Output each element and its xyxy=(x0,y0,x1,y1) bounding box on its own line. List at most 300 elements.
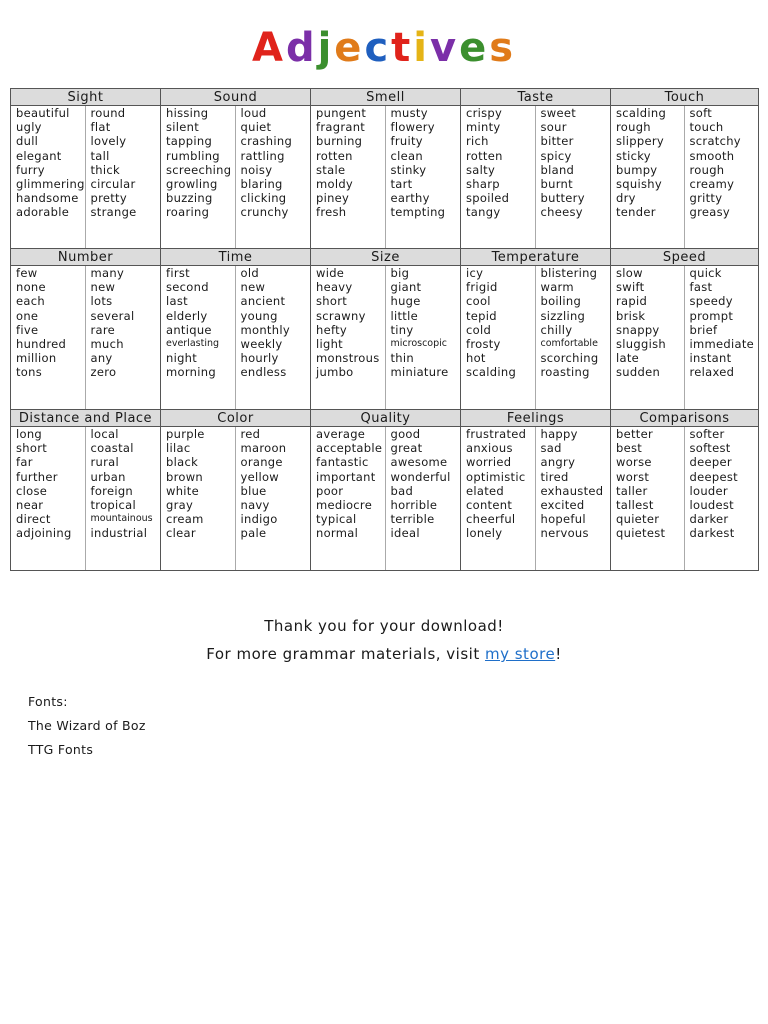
adjective-word: tall xyxy=(90,148,110,163)
title-letter: v xyxy=(430,25,460,71)
adjective-word: bland xyxy=(540,162,575,177)
adjective-word: blaring xyxy=(240,177,283,192)
adjective-word: softer xyxy=(689,427,725,441)
adjective-word: bumpy xyxy=(616,162,658,177)
adjective-word: antique xyxy=(166,322,212,337)
adjective-word: clear xyxy=(166,526,196,541)
adjective-word: comfortable xyxy=(540,338,598,350)
category-heading: Sound xyxy=(160,88,310,106)
category-heading: Number xyxy=(10,248,160,266)
category-word-list xyxy=(10,106,160,248)
adjective-word: roaring xyxy=(166,205,210,220)
visit-suffix: ! xyxy=(555,645,562,663)
adjective-word: pungent xyxy=(316,106,367,120)
visit-prefix: For more grammar materials, visit xyxy=(206,645,485,663)
adjective-word: indigo xyxy=(240,512,278,527)
word-column-right xyxy=(685,266,759,409)
adjective-word: urban xyxy=(90,469,126,484)
adjective-word: rotten xyxy=(466,148,503,163)
adjective-word: squishy xyxy=(616,177,662,192)
adjective-word: minty xyxy=(466,120,501,135)
adjective-word: late xyxy=(616,351,640,366)
adjective-word: light xyxy=(316,337,343,352)
adjective-word: great xyxy=(390,441,423,456)
adjective-word: elderly xyxy=(166,308,208,323)
font-credit-2: TTG Fonts xyxy=(28,742,94,757)
category-body-row xyxy=(10,427,759,570)
adjective-word: touch xyxy=(689,120,724,135)
category-heading: Taste xyxy=(460,88,610,106)
category-word-list xyxy=(310,266,460,409)
adjective-word: spoiled xyxy=(466,191,510,206)
thanks-text: Thank you for your download! xyxy=(264,617,504,635)
adjective-word: monstrous xyxy=(316,351,380,366)
adjective-word: new xyxy=(90,280,116,295)
visit-line xyxy=(0,640,768,668)
word-column-right xyxy=(536,106,611,248)
adjective-word: old xyxy=(240,266,259,280)
adjective-word: hefty xyxy=(316,322,348,337)
adjective-word: important xyxy=(316,469,376,484)
adjective-word: worried xyxy=(466,455,512,470)
adjective-word: flowery xyxy=(390,120,435,135)
adjective-word: poor xyxy=(316,483,344,498)
adjective-word: better xyxy=(616,427,653,441)
adjective-word: much xyxy=(90,337,124,352)
adjective-word: several xyxy=(90,308,135,323)
adjective-word: last xyxy=(166,294,188,309)
adjective-word: white xyxy=(166,483,199,498)
adjective-word: elated xyxy=(466,483,505,498)
category-band xyxy=(10,88,759,248)
title-letter: d xyxy=(285,25,318,71)
word-column-right xyxy=(386,106,461,248)
adjective-word: burning xyxy=(316,134,363,149)
adjective-word: rumbling xyxy=(166,148,220,163)
word-column-right xyxy=(536,266,611,409)
adjective-word: tired xyxy=(540,469,569,484)
adjective-word: hot xyxy=(466,351,486,366)
adjective-word: buttery xyxy=(540,191,585,206)
adjective-word: screeching xyxy=(166,162,232,177)
adjective-word: tart xyxy=(390,177,413,192)
adjective-word: growling xyxy=(166,177,218,192)
adjective-word: immediate xyxy=(689,337,755,352)
adjective-word: sizzling xyxy=(540,308,586,323)
category-word-list xyxy=(610,106,759,248)
adjective-word: little xyxy=(390,308,418,323)
adjective-word: creamy xyxy=(689,177,735,192)
adjective-word: monthly xyxy=(240,322,290,337)
adjective-word: jumbo xyxy=(316,365,354,380)
adjective-word: frosty xyxy=(466,337,501,352)
category-heading: Quality xyxy=(310,409,460,427)
adjective-word: rattling xyxy=(240,148,285,163)
word-column-right xyxy=(236,427,311,570)
adjective-word: stale xyxy=(316,162,346,177)
word-column-left xyxy=(461,106,536,248)
title-letter: i xyxy=(413,25,430,71)
adjective-word: piney xyxy=(316,191,350,206)
adjective-word: hundred xyxy=(16,337,67,352)
adjective-word: clicking xyxy=(240,191,287,206)
adjective-word: hourly xyxy=(240,351,279,366)
word-column-left xyxy=(161,106,236,248)
adjective-word: first xyxy=(166,266,190,280)
word-column-right xyxy=(386,266,461,409)
adjective-word: tallest xyxy=(616,498,654,513)
fonts-credit xyxy=(28,690,146,762)
adjective-word: wide xyxy=(316,266,345,280)
adjective-word: rotten xyxy=(316,148,353,163)
adjective-word: huge xyxy=(390,294,421,309)
adjective-word: lots xyxy=(90,294,113,309)
my-store-link[interactable]: my store xyxy=(484,645,556,663)
word-column-right xyxy=(86,266,161,409)
title-letter: e xyxy=(459,25,490,71)
adjective-word: direct xyxy=(16,512,51,527)
adjective-word: furry xyxy=(16,162,45,177)
category-heading: Time xyxy=(160,248,310,266)
adjective-word: yellow xyxy=(240,469,280,484)
adjective-word: brown xyxy=(166,469,204,484)
adjective-word: blistering xyxy=(540,266,598,280)
adjective-word: best xyxy=(616,441,643,456)
adjective-word: new xyxy=(240,280,266,295)
adjective-word: second xyxy=(166,280,209,295)
adjective-word: scrawny xyxy=(316,308,366,323)
adjective-word: maroon xyxy=(240,441,287,456)
word-column-right xyxy=(236,106,311,248)
fonts-heading: Fonts: xyxy=(28,694,68,709)
category-word-list xyxy=(160,427,310,570)
category-word-list xyxy=(460,106,610,248)
adjective-word: icy xyxy=(466,266,484,280)
footer xyxy=(0,612,768,668)
adjective-word: angry xyxy=(540,455,576,470)
adjective-word: handsome xyxy=(16,191,79,206)
adjective-word: fast xyxy=(689,280,713,295)
adjective-word: none xyxy=(16,280,46,295)
adjective-word: deepest xyxy=(689,469,738,484)
adjective-word: relaxed xyxy=(689,365,735,380)
category-body-row xyxy=(10,266,759,409)
adjective-word: giant xyxy=(390,280,422,295)
adjective-word: local xyxy=(90,427,119,441)
adjective-word: loudest xyxy=(689,498,734,513)
adjective-word: sour xyxy=(540,120,567,135)
category-header-row xyxy=(10,88,759,106)
adjective-word: near xyxy=(16,498,44,513)
adjective-word: boiling xyxy=(540,294,582,309)
word-column-left xyxy=(461,427,536,570)
title-letter: e xyxy=(334,25,365,71)
adjective-word: rough xyxy=(689,162,725,177)
category-word-list xyxy=(10,427,160,570)
adjective-word: any xyxy=(90,351,113,366)
category-word-list xyxy=(610,427,759,570)
adjective-word: young xyxy=(240,308,278,323)
adjective-word: one xyxy=(16,308,39,323)
adjective-word: typical xyxy=(316,512,357,527)
adjective-word: ancient xyxy=(240,294,286,309)
category-heading: Sight xyxy=(10,88,160,106)
adjective-word: adorable xyxy=(16,205,70,220)
adjective-word: million xyxy=(16,351,57,366)
adjective-word: softest xyxy=(689,441,731,456)
adjective-word: strange xyxy=(90,205,137,220)
adjective-word: nervous xyxy=(540,526,589,541)
adjective-word: sharp xyxy=(466,177,500,192)
adjective-word: darker xyxy=(689,512,729,527)
adjective-word: ideal xyxy=(390,526,420,541)
adjective-word: snappy xyxy=(616,322,660,337)
adjective-word: heavy xyxy=(316,280,353,295)
adjective-word: silent xyxy=(166,120,200,135)
title-letter: j xyxy=(317,25,335,71)
adjective-word: glimmering xyxy=(16,177,85,192)
adjective-word: worst xyxy=(616,469,650,484)
adjective-word: cheesy xyxy=(540,205,583,220)
adjective-word: loud xyxy=(240,106,267,120)
adjective-word: cream xyxy=(166,512,204,527)
adjective-word: warm xyxy=(540,280,574,295)
adjective-word: louder xyxy=(689,483,728,498)
adjective-word: pale xyxy=(240,526,267,541)
adjective-word: scalding xyxy=(616,106,667,120)
adjective-word: crunchy xyxy=(240,205,289,220)
adjective-word: short xyxy=(16,441,48,456)
adjective-word: purple xyxy=(166,427,205,441)
adjective-word: flat xyxy=(90,120,111,135)
category-word-list xyxy=(160,106,310,248)
category-band xyxy=(10,409,759,571)
adjectives-table xyxy=(10,88,759,571)
adjective-word: cold xyxy=(466,322,492,337)
title-letter: c xyxy=(364,25,392,71)
adjective-word: frigid xyxy=(466,280,498,295)
adjective-word: rich xyxy=(466,134,489,149)
adjective-word: gritty xyxy=(689,191,723,206)
font-credit-1: The Wizard of Boz xyxy=(28,718,146,733)
adjective-word: tepid xyxy=(466,308,497,323)
category-heading: Feelings xyxy=(460,409,610,427)
adjective-word: night xyxy=(166,351,198,366)
adjective-word: brief xyxy=(689,322,718,337)
adjective-word: rapid xyxy=(616,294,648,309)
adjective-word: tender xyxy=(616,205,656,220)
adjective-word: bad xyxy=(390,483,414,498)
adjective-word: dull xyxy=(16,134,39,149)
adjective-word: buzzing xyxy=(166,191,213,206)
adjective-word: further xyxy=(16,469,58,484)
adjective-word: average xyxy=(316,427,366,441)
adjective-word: thin xyxy=(390,351,414,366)
category-heading: Speed xyxy=(610,248,759,266)
adjective-word: tapping xyxy=(166,134,213,149)
category-word-list xyxy=(460,266,610,409)
adjective-word: noisy xyxy=(240,162,273,177)
title-letter: t xyxy=(391,25,414,71)
adjective-word: pretty xyxy=(90,191,127,206)
adjective-word: scalding xyxy=(466,365,517,380)
adjective-word: sweet xyxy=(540,106,577,120)
adjective-word: elegant xyxy=(16,148,62,163)
adjective-word: fantastic xyxy=(316,455,369,470)
adjective-word: mountainous xyxy=(90,513,153,525)
adjective-word: sudden xyxy=(616,365,661,380)
adjective-word: orange xyxy=(240,455,283,470)
title-letter: A xyxy=(251,25,286,71)
category-word-list xyxy=(460,427,610,570)
category-word-list xyxy=(10,266,160,409)
category-header-row xyxy=(10,409,759,427)
adjective-word: scorching xyxy=(540,351,599,366)
adjective-word: circular xyxy=(90,177,136,192)
adjective-word: brisk xyxy=(616,308,646,323)
adjective-word: darkest xyxy=(689,526,735,541)
adjective-word: deeper xyxy=(689,455,732,470)
adjective-word: each xyxy=(16,294,45,309)
category-heading: Distance and Place xyxy=(10,409,160,427)
adjective-word: spicy xyxy=(540,148,572,163)
category-heading: Size xyxy=(310,248,460,266)
adjective-word: sticky xyxy=(616,148,651,163)
adjective-word: soft xyxy=(689,106,713,120)
word-column-right xyxy=(685,427,759,570)
adjective-word: many xyxy=(90,266,125,280)
word-column-left xyxy=(11,106,86,248)
word-column-left xyxy=(11,427,86,570)
adjective-word: exhausted xyxy=(540,483,604,498)
adjective-word: big xyxy=(390,266,410,280)
category-body-row xyxy=(10,106,759,248)
adjective-word: adjoining xyxy=(16,526,72,541)
adjective-word: happy xyxy=(540,427,578,441)
adjective-word: miniature xyxy=(390,365,449,380)
adjective-word: mediocre xyxy=(316,498,373,513)
adjective-word: dry xyxy=(616,191,636,206)
category-heading: Smell xyxy=(310,88,460,106)
adjective-word: hissing xyxy=(166,106,209,120)
word-column-right xyxy=(86,427,161,570)
adjective-word: fragrant xyxy=(316,120,366,135)
adjective-word: good xyxy=(390,427,421,441)
word-column-right xyxy=(685,106,759,248)
adjective-word: quieter xyxy=(616,512,660,527)
adjective-word: stinky xyxy=(390,162,427,177)
word-column-left xyxy=(461,266,536,409)
adjective-word: wonderful xyxy=(390,469,451,484)
adjective-word: prompt xyxy=(689,308,734,323)
word-column-left xyxy=(611,266,685,409)
word-column-right xyxy=(386,427,461,570)
word-column-left xyxy=(11,266,86,409)
adjective-word: long xyxy=(16,427,43,441)
adjective-word: clean xyxy=(390,148,423,163)
adjective-word: musty xyxy=(390,106,428,120)
adjective-word: close xyxy=(16,483,48,498)
category-header-row xyxy=(10,248,759,266)
adjective-word: instant xyxy=(689,351,732,366)
adjective-word: roasting xyxy=(540,365,590,380)
adjective-word: fresh xyxy=(316,205,347,220)
adjective-word: sad xyxy=(540,441,562,456)
adjective-word: fruity xyxy=(390,134,423,149)
page-title xyxy=(0,24,768,72)
adjective-word: excited xyxy=(540,498,585,513)
adjective-word: tangy xyxy=(466,205,501,220)
adjective-word: few xyxy=(16,266,38,280)
adjective-word: salty xyxy=(466,162,496,177)
word-column-left xyxy=(311,106,386,248)
adjective-word: rural xyxy=(90,455,119,470)
word-column-left xyxy=(311,427,386,570)
adjective-word: worse xyxy=(616,455,652,470)
adjective-word: tempting xyxy=(390,205,446,220)
category-heading: Touch xyxy=(610,88,759,106)
word-column-right xyxy=(236,266,311,409)
word-column-left xyxy=(611,427,685,570)
adjective-word: crispy xyxy=(466,106,503,120)
adjective-word: zero xyxy=(90,365,117,380)
adjective-word: thick xyxy=(90,162,120,177)
adjective-word: frustrated xyxy=(466,427,527,441)
adjective-word: ugly xyxy=(16,120,42,135)
category-band xyxy=(10,248,759,409)
adjective-word: greasy xyxy=(689,205,730,220)
adjective-word: sluggish xyxy=(616,337,666,352)
adjective-word: quiet xyxy=(240,120,272,135)
adjective-word: chilly xyxy=(540,322,573,337)
adjective-word: quietest xyxy=(616,526,666,541)
title-letter: s xyxy=(489,25,517,71)
adjective-word: gray xyxy=(166,498,194,513)
adjective-word: microscopic xyxy=(390,338,448,350)
adjective-word: bitter xyxy=(540,134,574,149)
word-column-left xyxy=(161,427,236,570)
word-column-left xyxy=(161,266,236,409)
adjective-word: black xyxy=(166,455,199,470)
word-column-left xyxy=(311,266,386,409)
adjective-word: everlasting xyxy=(166,338,220,350)
adjective-word: weekly xyxy=(240,337,283,352)
adjective-word: slow xyxy=(616,266,643,280)
adjective-word: five xyxy=(16,322,39,337)
adjective-word: red xyxy=(240,427,261,441)
adjective-word: taller xyxy=(616,483,648,498)
word-column-right xyxy=(536,427,611,570)
adjective-word: normal xyxy=(316,526,359,541)
category-heading: Color xyxy=(160,409,310,427)
adjective-word: far xyxy=(16,455,33,470)
adjective-word: moldy xyxy=(316,177,354,192)
adjective-word: crashing xyxy=(240,134,293,149)
adjective-word: awesome xyxy=(390,455,448,470)
category-word-list xyxy=(310,427,460,570)
adjective-word: speedy xyxy=(689,294,733,309)
adjective-word: beautiful xyxy=(16,106,70,120)
category-heading: Temperature xyxy=(460,248,610,266)
adjective-word: cool xyxy=(466,294,491,309)
category-heading: Comparisons xyxy=(610,409,759,427)
category-word-list xyxy=(160,266,310,409)
adjective-word: optimistic xyxy=(466,469,526,484)
adjective-word: industrial xyxy=(90,526,148,541)
adjective-word: lovely xyxy=(90,134,127,149)
adjective-word: swift xyxy=(616,280,645,295)
adjective-word: smooth xyxy=(689,148,735,163)
